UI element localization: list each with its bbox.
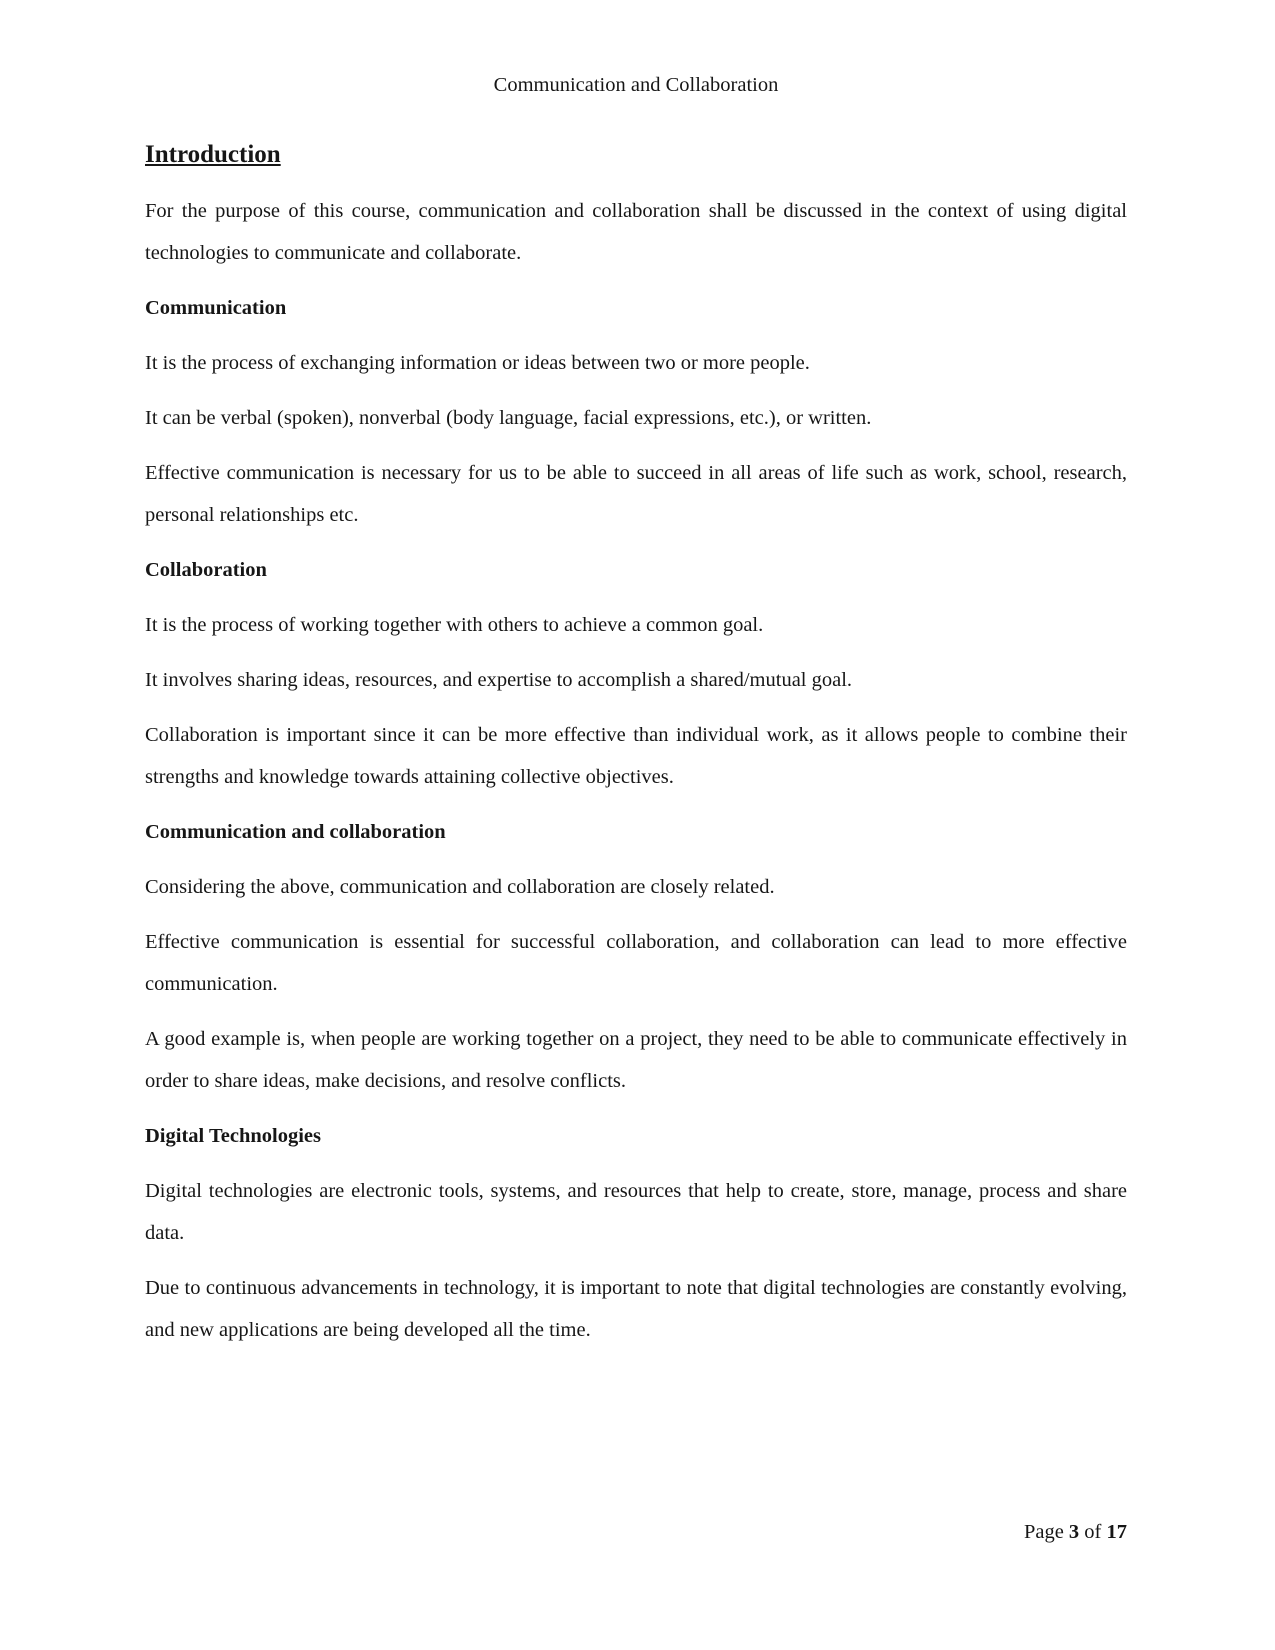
body-paragraph: Effective communication is necessary for us to be able to succeed in all areas of life such as work, school, research, personal relationships etc.: [145, 462, 1127, 526]
footer-page-label: Page: [1023, 1521, 1064, 1543]
main-heading: Introduction: [145, 141, 281, 168]
body-paragraph: Collaboration is important since it can be more effective than individual work, as it allows people to combine their strengths and knowledge towards attaining collective objectives.: [145, 724, 1127, 788]
section-heading: Digital Technologies: [145, 1125, 321, 1147]
body-paragraph: A good example is, when people are working together on a project, they need to be able to communicate effectively in order to share ideas, make decisions, and resolve conflicts.: [145, 1028, 1127, 1092]
document-header-title: Communication and Collaboration: [493, 74, 779, 96]
section-heading: Communication: [145, 297, 287, 319]
body-paragraph: For the purpose of this course, communication and collaboration shall be discussed in the context of using digital technologies to communicate and collaborate.: [145, 200, 1127, 264]
body-paragraph: Considering the above, communication and collaboration are closely related.: [145, 876, 775, 898]
body-paragraph: It involves sharing ideas, resources, and expertise to accomplish a shared/mutual goal.: [145, 669, 853, 691]
section-heading: Collaboration: [145, 559, 267, 581]
body-paragraph: Digital technologies are electronic tools, systems, and resources that help to create, store, manage, process and share data.: [145, 1180, 1127, 1244]
footer-page-number: 3: [1068, 1521, 1080, 1543]
document-body: [145, 134, 1127, 1364]
body-paragraph: It can be verbal (spoken), nonverbal (body language, facial expressions, etc.), or written.: [145, 407, 872, 429]
footer-of-label: of: [1084, 1521, 1102, 1543]
section-heading: Communication and collaboration: [145, 821, 446, 843]
footer-total-pages: 17: [1106, 1521, 1127, 1543]
page-footer: [145, 1511, 1127, 1553]
body-paragraph: It is the process of exchanging information or ideas between two or more people.: [145, 352, 810, 374]
body-paragraph: It is the process of working together with others to achieve a common goal.: [145, 614, 764, 636]
body-paragraph: Due to continuous advancements in technology, it is important to note that digital technologies are constantly evolving, and new applications are being developed all the time.: [145, 1277, 1127, 1341]
document-blocks: [145, 190, 1127, 1351]
body-paragraph: Effective communication is essential for successful collaboration, and collaboration can lead to more effective communication.: [145, 931, 1127, 995]
